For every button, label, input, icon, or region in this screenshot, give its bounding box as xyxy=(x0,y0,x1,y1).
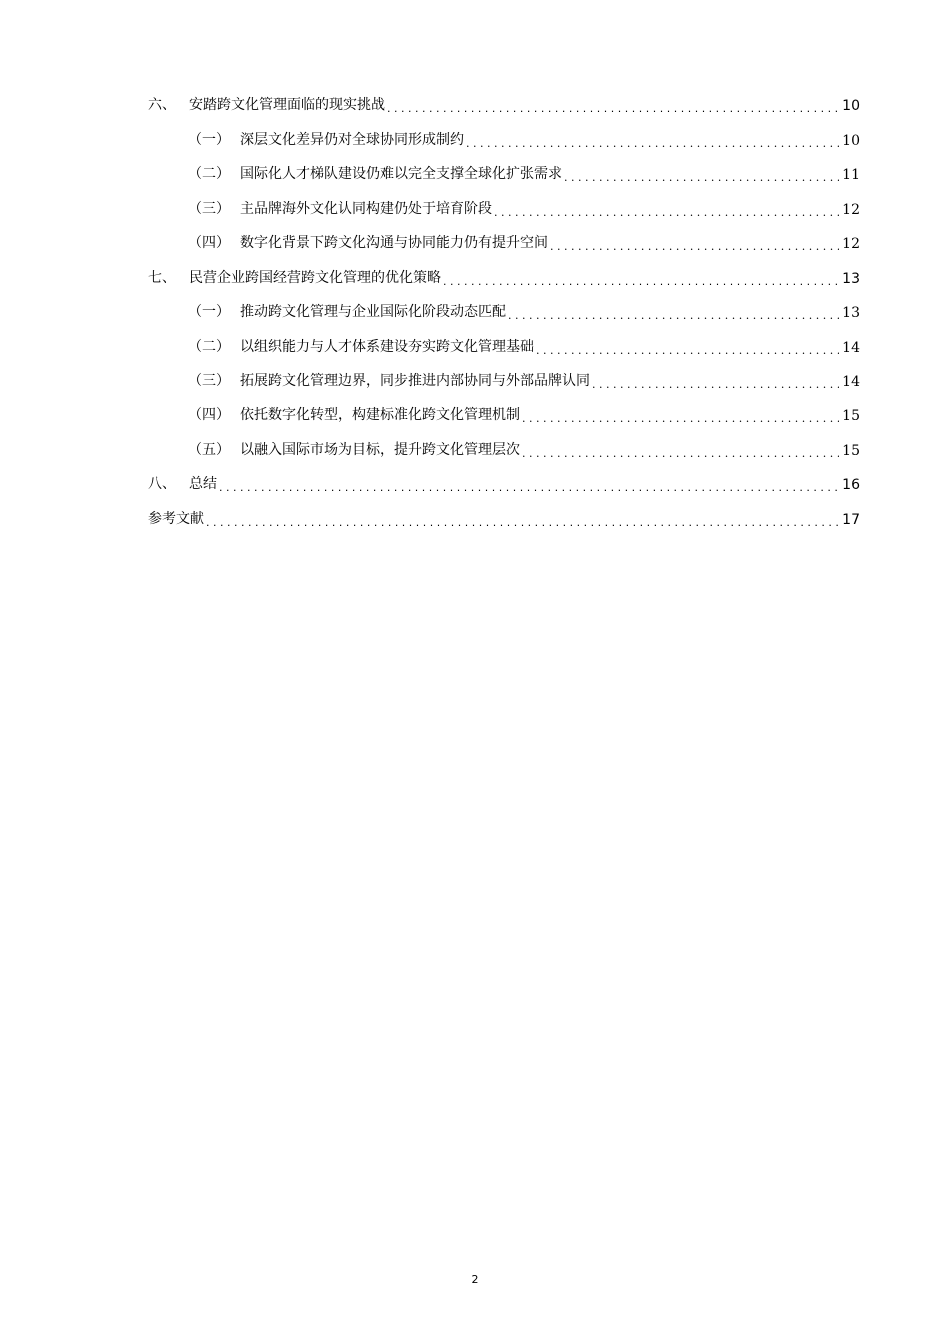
toc-entry-page: 17 xyxy=(842,512,860,528)
toc-entry[interactable] xyxy=(148,161,860,183)
toc-entry-page: 15 xyxy=(842,443,860,459)
dot-leader xyxy=(592,372,839,388)
toc-entry-page: 15 xyxy=(842,408,860,424)
toc-entry[interactable] xyxy=(148,471,860,493)
toc-entry[interactable] xyxy=(148,437,860,459)
toc-entry-title: 拓展跨文化管理边界，同步推进内部协同与外部品牌认同 xyxy=(240,373,590,389)
dot-leader xyxy=(550,234,839,250)
dot-leader xyxy=(522,406,839,422)
toc-entry[interactable] xyxy=(148,402,860,424)
toc-entry-number: （二） xyxy=(188,339,230,355)
toc-entry-page: 10 xyxy=(842,133,860,149)
toc-entry[interactable] xyxy=(148,196,860,218)
toc-entry-number: （四） xyxy=(188,407,230,423)
dot-leader xyxy=(522,441,839,457)
toc-entry-number: （一） xyxy=(188,304,230,320)
toc-entry-page: 10 xyxy=(842,98,860,114)
dot-leader xyxy=(494,200,839,216)
toc-entry[interactable] xyxy=(148,92,860,114)
toc-entry-number: （一） xyxy=(188,132,230,148)
dot-leader xyxy=(443,269,839,285)
dot-leader xyxy=(466,131,839,147)
toc-entry[interactable] xyxy=(148,334,860,356)
toc-entry[interactable] xyxy=(148,506,860,528)
toc-entry-page: 13 xyxy=(842,271,860,287)
toc-entry-title: 以融入国际市场为目标，提升跨文化管理层次 xyxy=(240,442,520,458)
toc-entry-page: 13 xyxy=(842,305,860,321)
dot-leader xyxy=(206,510,839,526)
toc-entry-number: （二） xyxy=(188,166,230,182)
toc-entry-title: 民营企业跨国经营跨文化管理的优化策略 xyxy=(189,270,441,286)
page-number: 2 xyxy=(471,1273,479,1286)
toc-entry-title: 数字化背景下跨文化沟通与协同能力仍有提升空间 xyxy=(240,235,548,251)
toc-entry-title: 参考文献 xyxy=(148,511,204,527)
toc-entry[interactable] xyxy=(148,265,860,287)
toc-entry-title: 总结 xyxy=(189,476,217,492)
toc-entry-title: 以组织能力与人才体系建设夯实跨文化管理基础 xyxy=(240,339,534,355)
toc-entry-number: 八、 xyxy=(148,476,176,492)
dot-leader xyxy=(219,475,839,491)
toc-entry-number: 七、 xyxy=(148,270,176,286)
toc-entry-number: 六、 xyxy=(148,97,176,113)
toc-entry-title: 主品牌海外文化认同构建仍处于培育阶段 xyxy=(240,201,492,217)
toc-entry-title: 安踏跨文化管理面临的现实挑战 xyxy=(189,97,385,113)
toc-entry[interactable] xyxy=(148,230,860,252)
table-of-contents xyxy=(0,0,950,540)
toc-entry-page: 11 xyxy=(842,167,860,183)
toc-entry-number: （三） xyxy=(188,373,230,389)
toc-entry-page: 12 xyxy=(842,236,860,252)
toc-entry-title: 深层文化差异仍对全球协同形成制约 xyxy=(240,132,464,148)
dot-leader xyxy=(387,96,839,112)
toc-entry[interactable] xyxy=(148,368,860,390)
toc-entry-number: （四） xyxy=(188,235,230,251)
toc-entry-number: （五） xyxy=(188,442,230,458)
toc-entry-title: 国际化人才梯队建设仍难以完全支撑全球化扩张需求 xyxy=(240,166,562,182)
dot-leader xyxy=(508,303,839,319)
toc-entry-title: 依托数字化转型，构建标准化跨文化管理机制 xyxy=(240,407,520,423)
toc-entry[interactable] xyxy=(148,299,860,321)
toc-entry[interactable] xyxy=(148,127,860,149)
dot-leader xyxy=(564,165,839,181)
toc-entry-page: 12 xyxy=(842,202,860,218)
toc-entry-page: 16 xyxy=(842,477,860,493)
dot-leader xyxy=(536,338,839,354)
toc-entry-title: 推动跨文化管理与企业国际化阶段动态匹配 xyxy=(240,304,506,320)
toc-entry-page: 14 xyxy=(842,374,860,390)
toc-entry-number: （三） xyxy=(188,201,230,217)
toc-entry-page: 14 xyxy=(842,340,860,356)
